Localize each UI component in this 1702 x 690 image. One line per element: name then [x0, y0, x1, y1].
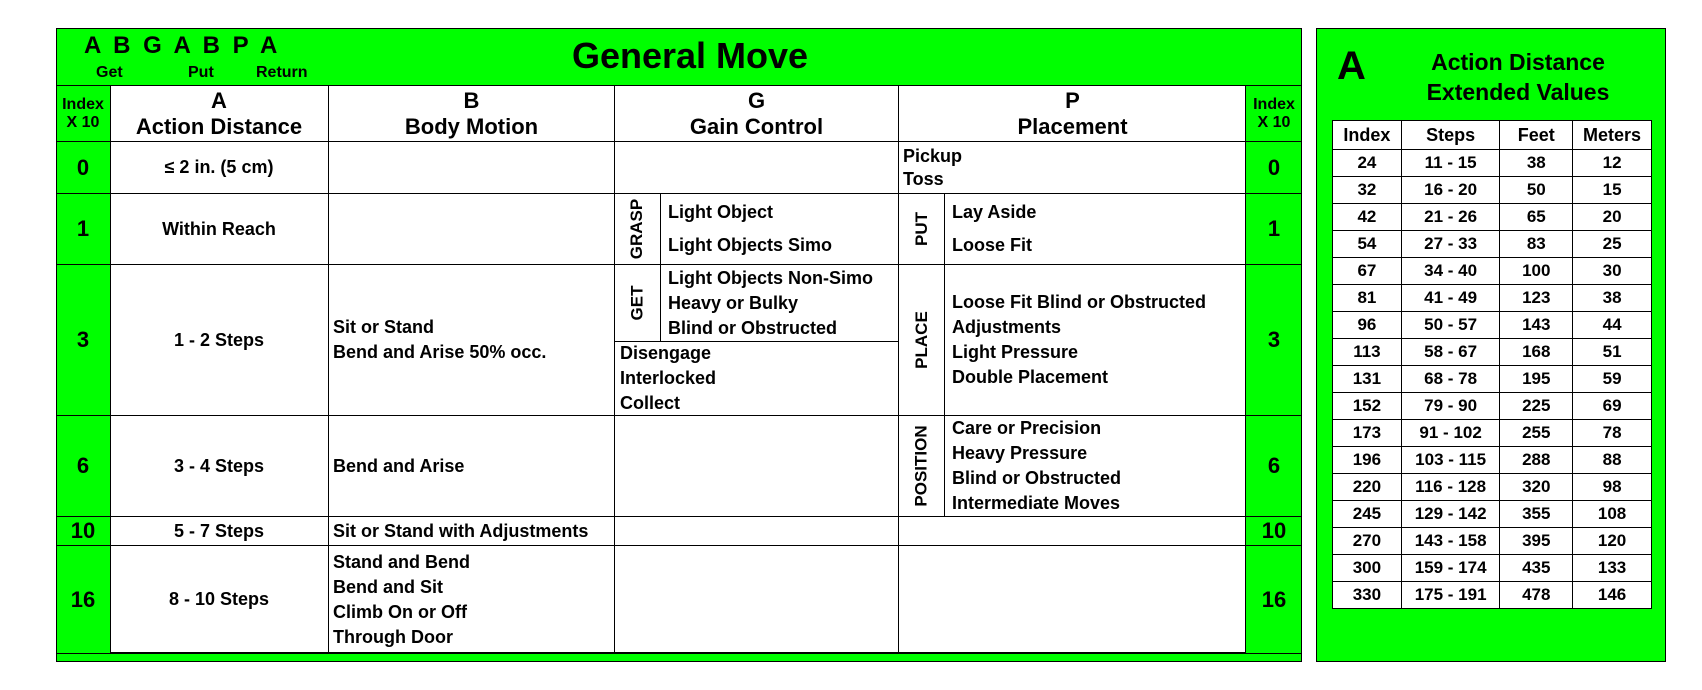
table-cell: 245	[1333, 501, 1402, 528]
table-row	[1333, 231, 1652, 258]
table-cell: 11 - 15	[1401, 150, 1500, 177]
table-cell: 51	[1573, 339, 1652, 366]
extended-values-table	[1332, 120, 1652, 609]
cell-a-1: Within Reach	[162, 218, 276, 239]
col-index: Index	[1333, 121, 1402, 150]
cell-g-1: Light Object Light Objects Simo	[668, 202, 833, 255]
index-3-left: 3	[76, 327, 90, 352]
table-cell: 81	[1333, 285, 1402, 312]
table-cell: 32	[1333, 177, 1402, 204]
cell-p-1: Lay Aside Loose Fit	[952, 202, 1037, 255]
table-row	[1333, 285, 1652, 312]
cell-g-3-extra: Disengage Interlocked Collect	[620, 343, 717, 413]
table-cell: 255	[1500, 420, 1573, 447]
cell-a-3: 1 - 2 Steps	[173, 329, 265, 350]
table-cell: 159 - 174	[1401, 555, 1500, 582]
table-row	[1333, 501, 1652, 528]
table-row	[1333, 150, 1652, 177]
table-cell: 98	[1573, 474, 1652, 501]
table-cell: 270	[1333, 528, 1402, 555]
column-header-a: A Action Distance	[135, 87, 303, 139]
table-cell: 68 - 78	[1401, 366, 1500, 393]
table-cell: 96	[1333, 312, 1402, 339]
table-cell: 225	[1500, 393, 1573, 420]
col-steps: Steps	[1401, 121, 1500, 150]
index-0-left: 0	[76, 154, 90, 180]
table-cell: 20	[1573, 204, 1652, 231]
table-cell: 120	[1573, 528, 1652, 555]
table-cell: 78	[1573, 420, 1652, 447]
table-row	[1333, 204, 1652, 231]
column-header-p: P Placement	[1017, 87, 1128, 139]
place-label: PLACE	[911, 311, 931, 369]
table-cell: 34 - 40	[1401, 258, 1500, 285]
table-cell: 133	[1573, 555, 1652, 582]
table-row	[1333, 555, 1652, 582]
table-cell: 395	[1500, 528, 1573, 555]
table-cell: 123	[1500, 285, 1573, 312]
cell-a-0: ≤ 2 in. (5 cm)	[164, 157, 274, 177]
table-cell: 25	[1573, 231, 1652, 258]
table-cell: 116 - 128	[1401, 474, 1500, 501]
put-label: PUT	[911, 212, 931, 246]
cell-p-0: Pickup Toss	[903, 145, 963, 189]
table-cell: 83	[1500, 231, 1573, 258]
sequence-letters: A B G A B P A	[84, 32, 281, 59]
grasp-label: GRASP	[627, 198, 647, 260]
index-3-right: 3	[1267, 327, 1281, 352]
column-header-g: G Gain Control	[689, 87, 824, 139]
table-cell: 50	[1500, 177, 1573, 204]
table-cell: 67	[1333, 258, 1402, 285]
table-header-row	[1333, 121, 1652, 150]
table-cell: 195	[1500, 366, 1573, 393]
table-cell: 143	[1500, 312, 1573, 339]
position-label: POSITION	[911, 425, 931, 507]
page-title: General Move	[571, 35, 809, 76]
table-row	[1333, 582, 1652, 609]
cell-a-16: 8 - 10 Steps	[168, 589, 270, 609]
table-cell: 38	[1500, 150, 1573, 177]
extended-letter: A	[1337, 44, 1366, 88]
table-cell: 38	[1573, 285, 1652, 312]
table-cell: 79 - 90	[1401, 393, 1500, 420]
table-cell: 91 - 102	[1401, 420, 1500, 447]
table-cell: 355	[1500, 501, 1573, 528]
table-cell: 16 - 20	[1401, 177, 1500, 204]
table-row	[1333, 258, 1652, 285]
index-6-right: 6	[1267, 453, 1281, 478]
index-16-right: 16	[1261, 586, 1287, 612]
index-6-left: 6	[76, 453, 90, 478]
index-1-left: 1	[76, 216, 90, 241]
table-row	[1333, 447, 1652, 474]
index-0-right: 0	[1267, 154, 1281, 180]
table-cell: 288	[1500, 447, 1573, 474]
table-cell: 129 - 142	[1401, 501, 1500, 528]
col-meters: Meters	[1573, 121, 1652, 150]
table-cell: 152	[1333, 393, 1402, 420]
table-cell: 478	[1500, 582, 1573, 609]
table-cell: 196	[1333, 447, 1402, 474]
table-cell: 146	[1573, 582, 1652, 609]
table-row	[1333, 528, 1652, 555]
table-cell: 27 - 33	[1401, 231, 1500, 258]
table-cell: 100	[1500, 258, 1573, 285]
index-10-right: 10	[1261, 518, 1287, 543]
table-cell: 59	[1573, 366, 1652, 393]
table-cell: 58 - 67	[1401, 339, 1500, 366]
table-row	[1333, 393, 1652, 420]
table-cell: 300	[1333, 555, 1402, 582]
table-cell: 435	[1500, 555, 1573, 582]
index-1-right: 1	[1267, 216, 1281, 241]
table-row	[1333, 474, 1652, 501]
table-cell: 12	[1573, 150, 1652, 177]
table-cell: 131	[1333, 366, 1402, 393]
table-cell: 175 - 191	[1401, 582, 1500, 609]
index-10-left: 10	[70, 518, 96, 543]
table-cell: 330	[1333, 582, 1402, 609]
table-cell: 41 - 49	[1401, 285, 1500, 312]
cell-a-6: 3 - 4 Steps	[173, 455, 265, 476]
sequence-group-get: Get	[96, 64, 123, 81]
table-cell: 54	[1333, 231, 1402, 258]
index-header-left: Index X 10	[62, 95, 104, 131]
table-cell: 108	[1573, 501, 1652, 528]
cell-p-6: Care or Precision Heavy Pressure Blind or Obstructed Intermediate Moves	[952, 418, 1122, 513]
table-cell: 168	[1500, 339, 1573, 366]
table-cell: 44	[1573, 312, 1652, 339]
column-header-b: B Body Motion	[404, 87, 539, 139]
table-cell: 65	[1500, 204, 1573, 231]
index-16-left: 16	[70, 586, 96, 612]
index-header-right: Index X 10	[1253, 95, 1295, 131]
table-row	[1333, 312, 1652, 339]
cell-b-6: Bend and Arise	[333, 455, 465, 476]
table-cell: 15	[1573, 177, 1652, 204]
table-cell: 21 - 26	[1401, 204, 1500, 231]
table-row	[1333, 339, 1652, 366]
table-cell: 113	[1333, 339, 1402, 366]
cell-b-16: Stand and Bend Bend and Sit Climb On or Off Through Door	[333, 551, 471, 647]
cell-a-10: 5 - 7 Steps	[173, 520, 265, 541]
table-row	[1333, 366, 1652, 393]
cell-p-3: Loose Fit Blind or Obstructed Adjustments Light Pressure Double Placement	[952, 292, 1207, 387]
get-label: GET	[627, 285, 647, 321]
col-feet: Feet	[1500, 121, 1573, 150]
extended-title: Action Distance Extended Values	[1426, 49, 1610, 105]
table-cell: 42	[1333, 204, 1402, 231]
table-cell: 173	[1333, 420, 1402, 447]
table-cell: 88	[1573, 447, 1652, 474]
table-cell: 50 - 57	[1401, 312, 1500, 339]
table-cell: 24	[1333, 150, 1402, 177]
table-row	[1333, 177, 1652, 204]
table-cell: 143 - 158	[1401, 528, 1500, 555]
cell-g-3: Light Objects Non-Simo Heavy or Bulky Blind or Obstructed	[668, 267, 873, 338]
sequence-group-return: Return	[256, 64, 308, 81]
table-cell: 320	[1500, 474, 1573, 501]
table-cell: 103 - 115	[1401, 447, 1500, 474]
table-cell: 220	[1333, 474, 1402, 501]
table-row	[1333, 420, 1652, 447]
cell-b-3: Sit or Stand Bend and Arise 50% occ.	[333, 317, 547, 362]
table-cell: 30	[1573, 258, 1652, 285]
table-cell: 69	[1573, 393, 1652, 420]
cell-b-10: Sit or Stand with Adjustments	[333, 520, 589, 541]
sequence-group-put: Put	[188, 64, 214, 81]
